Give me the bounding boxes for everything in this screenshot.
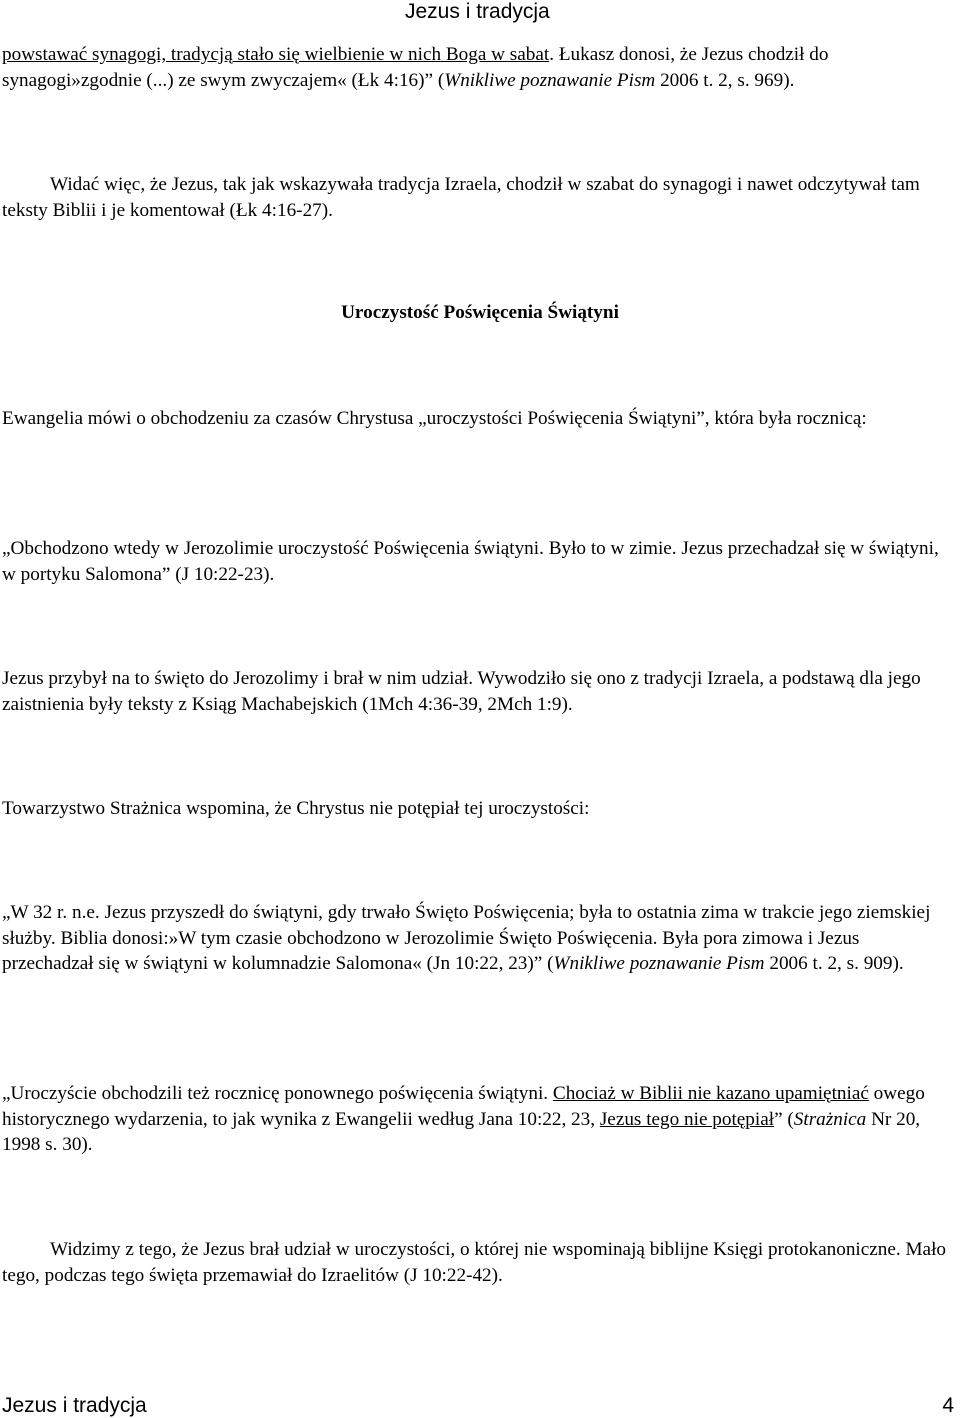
text-run: . Łukasz donosi, że Jezus chodził do synagogi»zgodnie (...) ze swym zwyczajem« (Łk 4:16)” ( — [2, 44, 829, 91]
page-header-title: Jezus i tradycja — [405, 0, 550, 23]
text-run: 2006 t. 2, s. 909). — [764, 953, 904, 975]
citation-title: Wnikliwe poznawanie Pism — [444, 69, 656, 91]
citation-title: Strażnica — [793, 1108, 867, 1130]
citation-title: Wnikliwe poznawanie Pism — [553, 953, 765, 975]
underlined-phrase: Jezus tego nie potępiał — [599, 1108, 775, 1130]
underlined-phrase: Chociaż w Biblii nie kazano upamiętniać — [552, 1083, 869, 1104]
paragraph-gospel-feast: Ewangelia mówi o obchodzeniu za czasów Chrystusa „uroczystości Poświęcenia Świątyni”, która była rocznicą: — [2, 408, 867, 429]
paragraph-conclusion: Widzimy z tego, że Jezus brał udział w uroczystości, o której nie wspominają biblijne Księgi protokanoniczne. Mało tego, podczas tego święta przemawiał do Izraelitów (J 10:22-42). — [2, 1239, 946, 1286]
text-run: „W 32 r. n.e. Jezus przyszedł do świątyni, gdy trwało Święto Poświęcenia; była to ostatnia zima w trakcie jego ziemskiej służby. Biblia donosi:»W tym czasie obchodzono w Jerozolimie Święto Poświęcenia. Była pora zimowa i Jezus przechadzał się w świątyni w kolumnadzie Salomona« (Jn 10:22, 23)” ( — [2, 902, 931, 975]
quote-watchtower-1998 — [2, 1081, 952, 1158]
section-heading: Uroczystość Poświęcenia Świątyni — [341, 302, 619, 323]
paragraph-jesus-attended: Jezus przybył na to święto do Jerozolimy i brał w nim udział. Wywodziło się ono z tradycji Izraela, a podstawą dla jego zaistnienia były teksty z Ksiąg Machabejskich (1Mch 4:36-39, 2Mch 1:9). — [2, 668, 921, 715]
text-run: owego historycznego wydarzenia, to jak wynika z Ewangelii według Jana 10:22, 23, — [2, 1083, 925, 1130]
text-run: 2006 t. 2, s. 969). — [655, 69, 795, 91]
text-run: ” ( — [774, 1108, 794, 1130]
paragraph-synagogue-tradition — [2, 42, 952, 93]
page-footer-title: Jezus i tradycja — [2, 1394, 147, 1417]
underlined-phrase: powstawać synagogi, tradycją stało się wielbienie w nich Boga w sabat — [2, 44, 550, 65]
quote-insight-scriptures — [2, 900, 952, 977]
quote-john-10: „Obchodzono wtedy w Jerozolimie uroczystość Poświęcenia świątyni. Było to w zimie. Jezus przechadzał się w świątyni, w portyku Salomona” (J 10:22-23). — [2, 538, 939, 585]
page-number: 4 — [942, 1394, 954, 1417]
text-run: „Uroczyście obchodzili też rocznicę ponownego poświęcenia świątyni. — [2, 1083, 553, 1104]
paragraph-watchtower-mention: Towarzystwo Strażnica wspomina, że Chrystus nie potępiał tej uroczystości: — [2, 798, 590, 819]
text-run: Nr 20, 1998 s. 30). — [2, 1108, 921, 1156]
paragraph-jesus-in-synagogue: Widać więc, że Jezus, tak jak wskazywała tradycja Izraela, chodził w szabat do synagogi i nawet odczytywał tam teksty Biblii i je komentował (Łk 4:16-27). — [2, 174, 920, 221]
